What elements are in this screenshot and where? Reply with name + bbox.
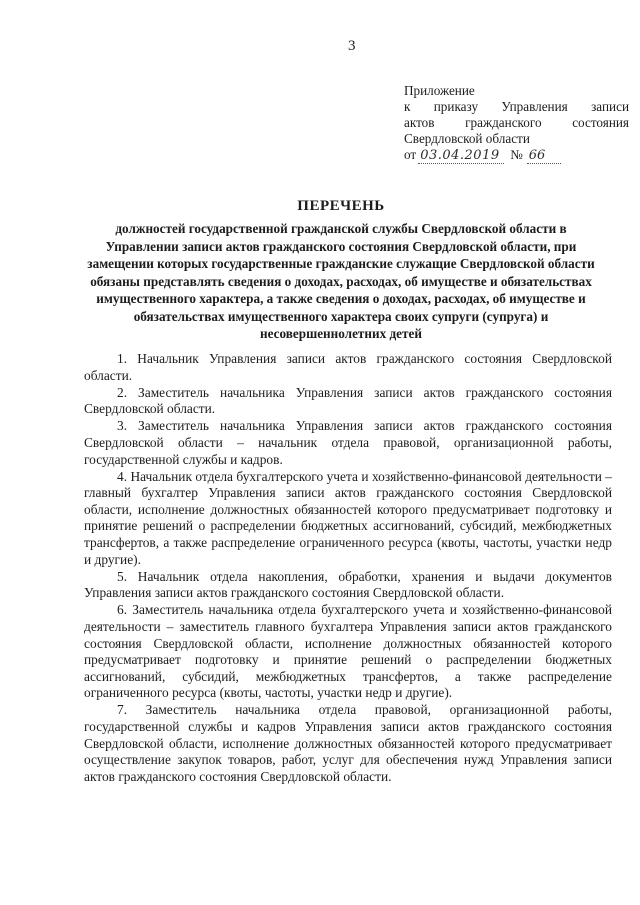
list-item: 5. Начальник отдела накопления, обработки, хранения и выдачи документов Управления записи актов гражданского состояния Свердловской области.: [84, 568, 612, 601]
document-heading: [86, 196, 596, 343]
order-date-line: [404, 147, 629, 164]
handwritten-date: 03.04.2019: [418, 149, 504, 164]
appendix-header: [404, 83, 629, 164]
document-subtitle: должностей государственной гражданской службы Свердловской области в Управлении записи актов гражданского состояния Свердловской области, при замещении которых государственные гражданские служащие Свердловской области обязаны представлять сведения о доходах, расходах, об имуществе и обязательствах имущественного характера, а также сведения о доходах, расходах, об имуществе и обязательствах имущественного характера своих супруги (супруга) и несовершеннолетних детей: [87, 221, 595, 341]
handwritten-order-number: 66: [527, 149, 561, 164]
list-item: 1. Начальник Управления записи актов гражданского состояния Свердловской области.: [84, 351, 612, 383]
list-item: 7. Заместитель начальника отдела правовой, организационной работы, государственной службы и кадров Управления записи актов гражданского состояния Свердловской области, исполнение должностных обязанностей которого предусматривает осуществление закупок товаров, работ, услуг для обеспечения нужд Управления записи актов гражданского состояния Свердловской области.: [84, 702, 612, 784]
date-prefix: от: [404, 147, 417, 162]
appendix-line-2: к приказу Управления записи: [404, 99, 629, 114]
document-title: ПЕРЕЧЕНЬ: [297, 198, 385, 214]
list-item: 2. Заместитель начальника Управления записи актов гражданского состояния Свердловской области.: [84, 384, 612, 417]
appendix-line-1: Приложение: [404, 83, 475, 98]
page-number: 3: [348, 38, 356, 54]
appendix-line-3: актов гражданского состояния: [404, 115, 629, 130]
list-item: 6. Заместитель начальника отдела бухгалтерского учета и хозяйственно-финансовой деятельности – заместитель главного бухгалтера Управления записи актов гражданского состояния Свердловской области, исполнение должностных обязанностей которого предусматривает подготовку и принятие решений о распределении бюджетных ассигнований, субсидий, межбюджетных трансфертов, а также распределение ограниченного ресурса (квоты, частоты, участки недр и другие).: [84, 602, 612, 701]
appendix-line-4: Свердловской области: [404, 131, 530, 146]
number-sign: №: [510, 147, 523, 162]
positions-list: [84, 351, 612, 785]
list-item: 3. Заместитель начальника Управления записи актов гражданского состояния Свердловской области – начальник отдела правовой, организационной работы, государственной службы и кадров.: [84, 418, 612, 467]
list-item: 4. Начальник отдела бухгалтерского учета и хозяйственно-финансовой деятельности – главный бухгалтер Управления записи актов гражданского состояния Свердловской области, исполнение должностных обязанностей которого предусматривает подготовку и принятие решений о распределении бюджетных ассигнований, субсидий, межбюджетных трансфертов, а также распределение ограниченного ресурса (квоты, частоты, участки недр и другие).: [84, 468, 612, 567]
